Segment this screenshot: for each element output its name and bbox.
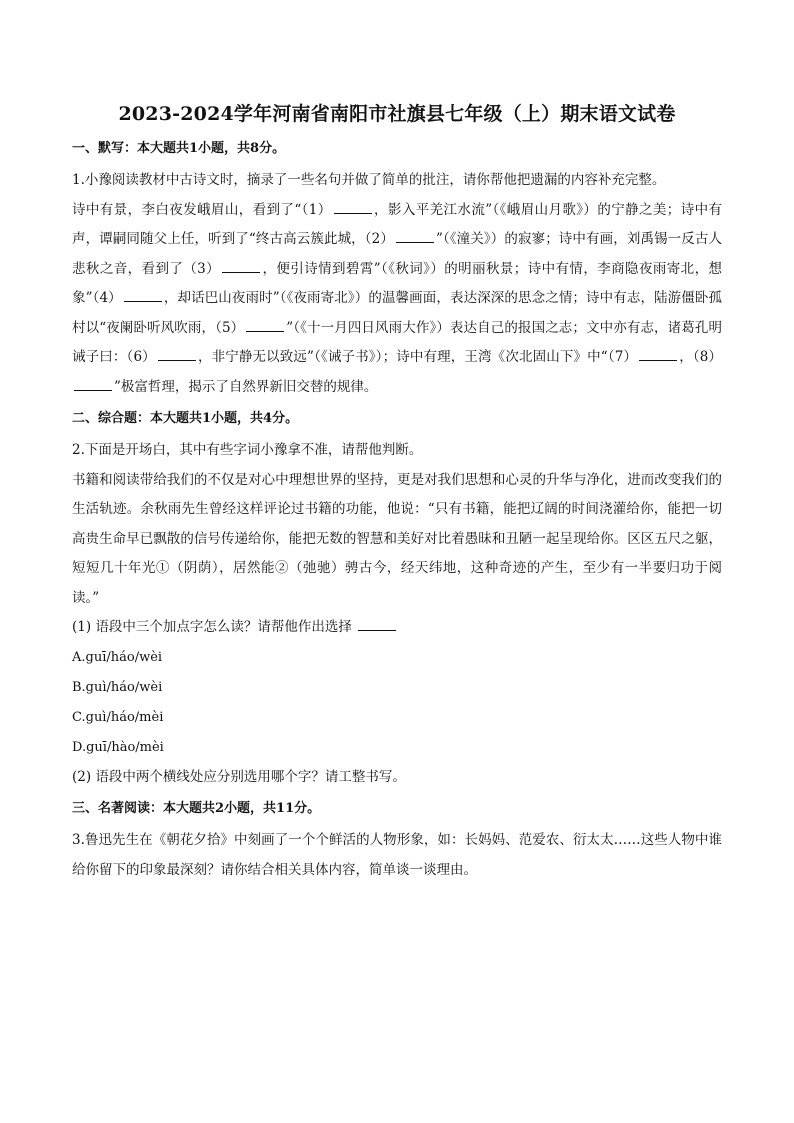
q1-text-5: ，却话巴山夜雨时”（《夜雨寄北》）的温馨画面，表达深深的思念之情；诗中有志，陆游僵卧孤村以“夜阑卧听风吹雨，（5） bbox=[72, 290, 722, 336]
answer-blank-2[interactable] bbox=[396, 228, 434, 243]
section-heading-3: 三、名著阅读：本大题共2小题，共11分。 bbox=[72, 801, 321, 816]
answer-blank-3[interactable] bbox=[222, 258, 260, 273]
option-c[interactable]: C.guì/háo/mèi bbox=[72, 709, 164, 725]
answer-blank-1[interactable] bbox=[334, 199, 372, 214]
question-2-sub-1: (1) 语段中三个加点字怎么读？请帮他作出选择 bbox=[72, 613, 722, 643]
q1-text-8: ，（8） bbox=[679, 349, 722, 365]
question-1-body bbox=[72, 196, 722, 403]
question-2-stem: 2.下面是开场白，其中有些字词小豫拿不准，请帮他判断。 bbox=[72, 442, 423, 458]
q1-text-2: ，影入平羌江水流”（《峨眉山月歌》）的宁静之美；诗中有声，谭嗣同随父上任，听到了“终古高云簇此城，（2） bbox=[72, 201, 722, 247]
question-3-stem: 3.鲁迅先生在《朝花夕拾》中刻画了一个个鲜活的人物形象，如：长妈妈、范爱农、衍太太……这些人物中谁给你留下的印象最深刻？请你结合相关具体内容，简单谈一谈理由。 bbox=[72, 832, 722, 878]
answer-blank-8[interactable] bbox=[74, 376, 112, 391]
option-b[interactable]: B.guì/háo/wèi bbox=[72, 679, 163, 695]
q1-text-4: ，便引诗情到碧霄”（《秋词》）的明丽秋景；诗中有情，李商隐夜雨寄北，想象”（4） bbox=[72, 260, 722, 306]
answer-blank-choice[interactable] bbox=[358, 616, 396, 631]
answer-blank-6[interactable] bbox=[158, 346, 196, 361]
q1-text-1: 诗中有景，李白夜发峨眉山，看到了“（1） bbox=[72, 201, 332, 218]
question-2-passage: 书籍和阅读带给我们的不仅是对心中理想世界的坚持，更是对我们思想和心灵的升华与净化，进而改变我们的生活轨迹。余秋雨先生曾经这样评论过书籍的功能，他说：“只有书籍，能把辽阔的时间浇灌给你，能把一切高贵生命早已飘散的信号传递给你，能把无数的智慧和美好对比着愚昧和丑陋一起呈现给你。区区五尺之躯，短短几十年光①（阴荫），居然能②（弛驰）骋古今，经天纬地，这种奇迹的产生，至少有一半要归功于阅读。” bbox=[72, 471, 722, 606]
option-d[interactable]: D.guī/hào/mèi bbox=[72, 739, 164, 755]
q1-text-9: ”极富哲理，揭示了自然界新旧交替的规律。 bbox=[114, 378, 378, 395]
option-a[interactable]: A.guī/háo/wèi bbox=[72, 649, 163, 665]
q1-text-3: ”（《潼关》）的寂寥；诗中有画，刘禹锡一反古人悲秋之音，看到了（3） bbox=[72, 231, 722, 277]
section-heading-1: 一、默写：本大题共1小题，共8分。 bbox=[72, 141, 286, 156]
q1-text-6: ”（《十一月四日风雨大作》）表达自己的报国之志；文中亦有志，诸葛孔明诫子曰：（6） bbox=[72, 319, 722, 365]
exam-page bbox=[72, 100, 722, 885]
answer-blank-7[interactable] bbox=[639, 346, 677, 361]
answer-blank-4[interactable] bbox=[124, 287, 162, 302]
question-2-sub-2: (2) 语段中两个横线处应分别选用哪个字？请工整书写。 bbox=[72, 768, 406, 785]
question-1-stem: 1.小豫阅读教材中古诗文时，摘录了一些名句并做了简单的批注，请你帮他把遗漏的内容补充完整。 bbox=[72, 172, 666, 188]
section-heading-2: 二、综合题：本大题共1小题，共4分。 bbox=[72, 411, 299, 426]
answer-blank-5[interactable] bbox=[246, 317, 284, 332]
page-title: 2023-2024学年河南省南阳市社旗县七年级（上）期末语文试卷 bbox=[118, 103, 676, 125]
q1-text-7: ，非宁静无以致远”（《诫子书》）；诗中有理，王湾《次北固山下》中“（7） bbox=[197, 349, 638, 365]
